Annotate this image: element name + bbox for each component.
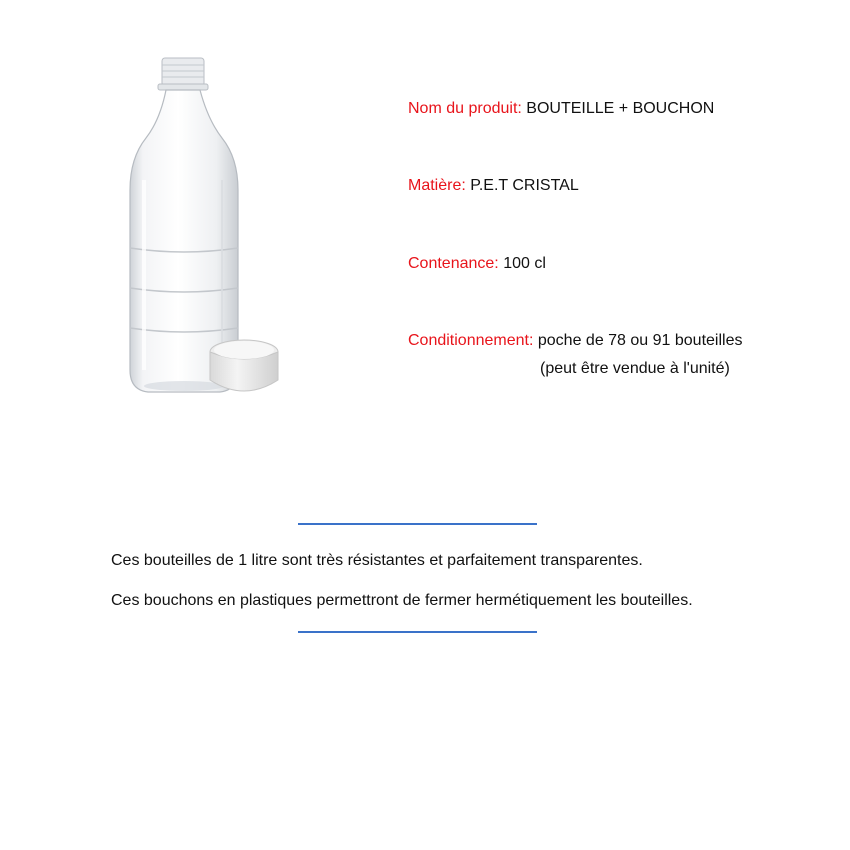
spec-packaging bbox=[408, 331, 742, 351]
spec-label: Contenance: bbox=[408, 255, 499, 272]
spec-packaging-note: (peut être vendue à l'unité) bbox=[540, 360, 730, 377]
spec-label: Matière: bbox=[408, 177, 466, 194]
spec-value: poche de 78 ou 91 bouteilles bbox=[537, 332, 743, 349]
spec-value: BOUTEILLE + BOUCHON bbox=[526, 100, 715, 117]
description-line-2: Ces bouchons en plastiques permettront de fermer hermétiquement les bouteilles. bbox=[111, 592, 693, 609]
spec-value: 100 cl bbox=[503, 255, 546, 272]
spec-product-name bbox=[408, 99, 714, 119]
spec-capacity bbox=[408, 254, 546, 274]
divider-top bbox=[298, 523, 537, 525]
bottle-with-cap-icon bbox=[110, 50, 300, 410]
description-line-1: Ces bouteilles de 1 litre sont très résistantes et parfaitement transparentes. bbox=[111, 552, 643, 569]
spec-material bbox=[408, 176, 579, 196]
divider-bottom bbox=[298, 631, 537, 633]
spec-value: P.E.T CRISTAL bbox=[470, 177, 579, 194]
spec-label: Nom du produit: bbox=[408, 100, 522, 117]
spec-label: Conditionnement: bbox=[408, 332, 534, 349]
